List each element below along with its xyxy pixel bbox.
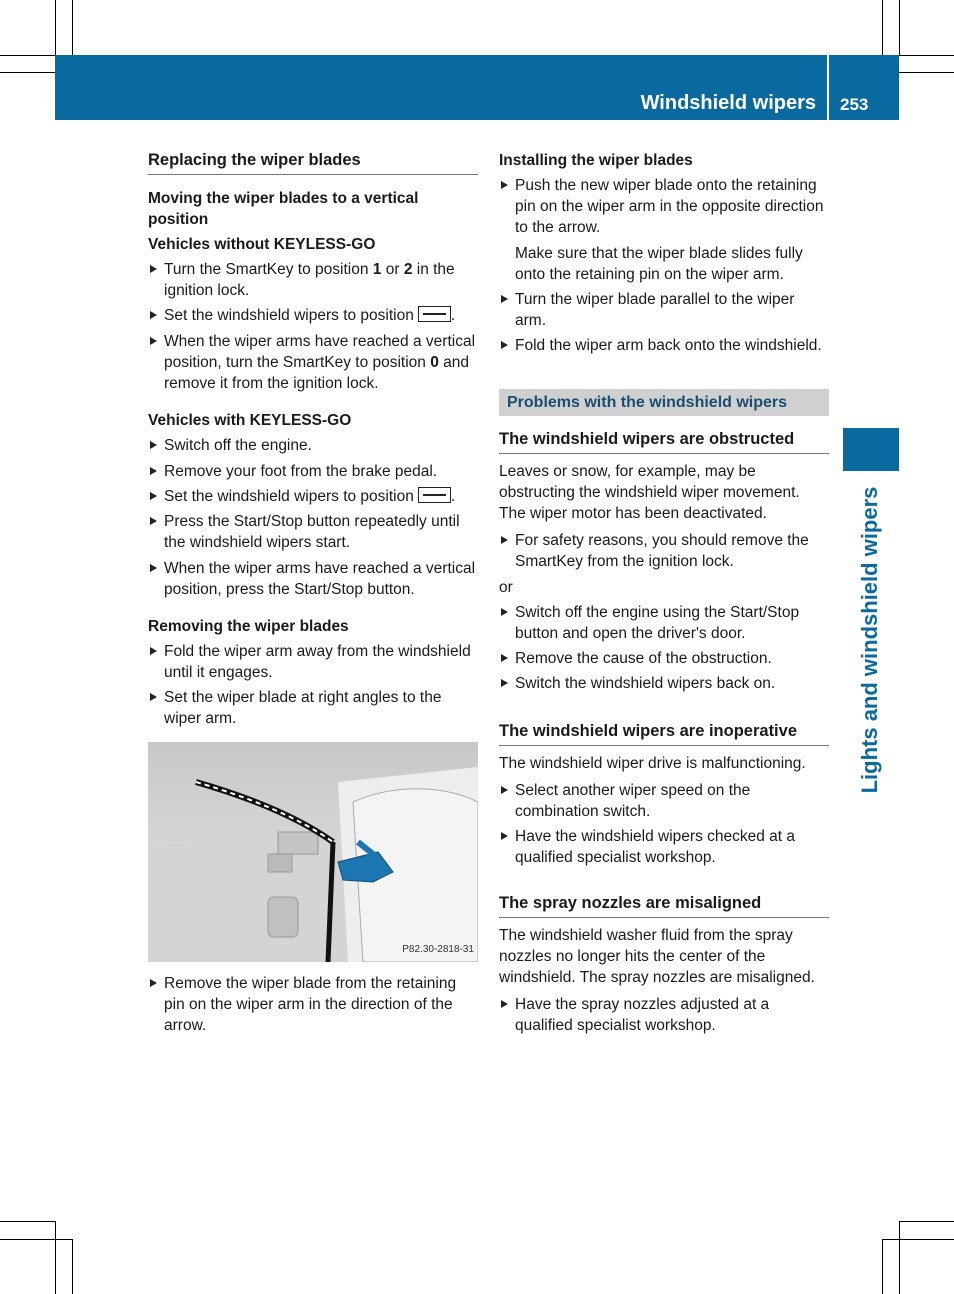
subsection-title: Moving the wiper blades to a vertical position: [148, 190, 419, 228]
list-item: Select another wiper speed on the combination switch.: [499, 780, 829, 822]
body-text: The windshield wiper drive is malfunctioning.: [499, 755, 806, 772]
crop-mark: [72, 0, 73, 55]
list-item: Fold the wiper arm away from the windshield until it engages.: [148, 641, 478, 683]
crop-mark: [0, 1221, 55, 1222]
side-tab-label: Lights and windshield wipers: [857, 486, 882, 794]
subsection-title: Removing the wiper blades: [148, 618, 349, 635]
left-column: [148, 150, 478, 1036]
wiper-position-symbol: [418, 306, 451, 322]
crop-mark: [55, 1221, 56, 1294]
body-text: The windshield washer fluid from the spray nozzles no longer hits the center of the windshield. The spray nozzles are misaligned.: [499, 927, 815, 986]
list-item: For safety reasons, you should remove the SmartKey from the ignition lock.: [499, 530, 829, 572]
list-item: Set the windshield wipers to position .: [148, 305, 478, 326]
page-title: Windshield wipers: [640, 92, 816, 114]
crop-mark: [55, 0, 56, 55]
list-item: Fold the wiper arm back onto the windshield.: [499, 335, 829, 356]
crop-mark: [899, 0, 900, 55]
list-item: Set the wiper blade at right angles to the wiper arm.: [148, 687, 478, 729]
crop-mark: [899, 1221, 900, 1294]
crop-mark: [72, 1239, 73, 1294]
header-divider: [827, 55, 829, 120]
page-number: 253: [840, 95, 869, 114]
wiper-position-symbol: [418, 487, 451, 503]
list-item: Remove your foot from the brake pedal.: [148, 461, 478, 482]
list-item: Have the spray nozzles adjusted at a qualified specialist workshop.: [499, 994, 829, 1036]
list-item: Turn the SmartKey to position 1 or 2 in the ignition lock.: [148, 259, 478, 301]
subsection-title: Installing the wiper blades: [499, 152, 693, 169]
list-item: Remove the cause of the obstruction.: [499, 648, 829, 669]
list-item: When the wiper arms have reached a vertical position, turn the SmartKey to position 0 and remove it from the ignition lock.: [148, 331, 478, 394]
list-item: Switch the windshield wipers back on.: [499, 673, 829, 694]
subsection-title: Vehicles without KEYLESS-GO: [148, 236, 376, 253]
list-item: Push the new wiper blade onto the retaining pin on the wiper arm in the opposite direction to the arrow.: [499, 175, 829, 238]
crop-mark: [0, 1239, 72, 1240]
figure-code: P82.30-2818-31: [402, 944, 474, 955]
subsection-title: Vehicles with KEYLESS-GO: [148, 412, 352, 429]
crop-mark: [0, 72, 55, 73]
section-title: The windshield wipers are obstructed: [499, 429, 829, 454]
list-item: Turn the wiper blade parallel to the wiper arm.: [499, 289, 829, 331]
list-item: Switch off the engine using the Start/Stop button and open the driver's door.: [499, 602, 829, 644]
section-title: The spray nozzles are misaligned: [499, 893, 829, 918]
section-title: Replacing the wiper blades: [148, 150, 478, 175]
crop-mark: [899, 55, 954, 56]
list-item: When the wiper arms have reached a vertical position, press the Start/Stop button.: [148, 558, 478, 600]
section-title: The windshield wipers are inoperative: [499, 721, 829, 746]
note-text: Make sure that the wiper blade slides fully onto the retaining pin on the wiper arm.: [515, 245, 803, 283]
list-item: Switch off the engine.: [148, 435, 478, 456]
body-text: or: [499, 579, 513, 596]
list-item: Set the windshield wipers to position .: [148, 486, 478, 507]
wiper-blade-figure: [148, 742, 478, 962]
side-tab-marker: [843, 428, 899, 471]
wiper-illustration: [148, 742, 478, 962]
crop-mark: [882, 1239, 954, 1240]
list-item: Have the windshield wipers checked at a qualified specialist workshop.: [499, 826, 829, 868]
list-item: Remove the wiper blade from the retaining pin on the wiper arm in the direction of the arrow.: [148, 973, 478, 1036]
section-banner: Problems with the windshield wipers: [499, 389, 829, 416]
right-column: [499, 150, 829, 1036]
crop-mark: [0, 55, 55, 56]
crop-mark: [899, 72, 954, 73]
crop-mark: [899, 1221, 954, 1222]
crop-mark: [882, 0, 883, 55]
list-item: Press the Start/Stop button repeatedly until the windshield wipers start.: [148, 511, 478, 553]
crop-mark: [882, 1239, 883, 1294]
body-text: Leaves or snow, for example, may be obstructing the windshield wiper movement. The wiper motor has been deactivated.: [499, 463, 800, 522]
